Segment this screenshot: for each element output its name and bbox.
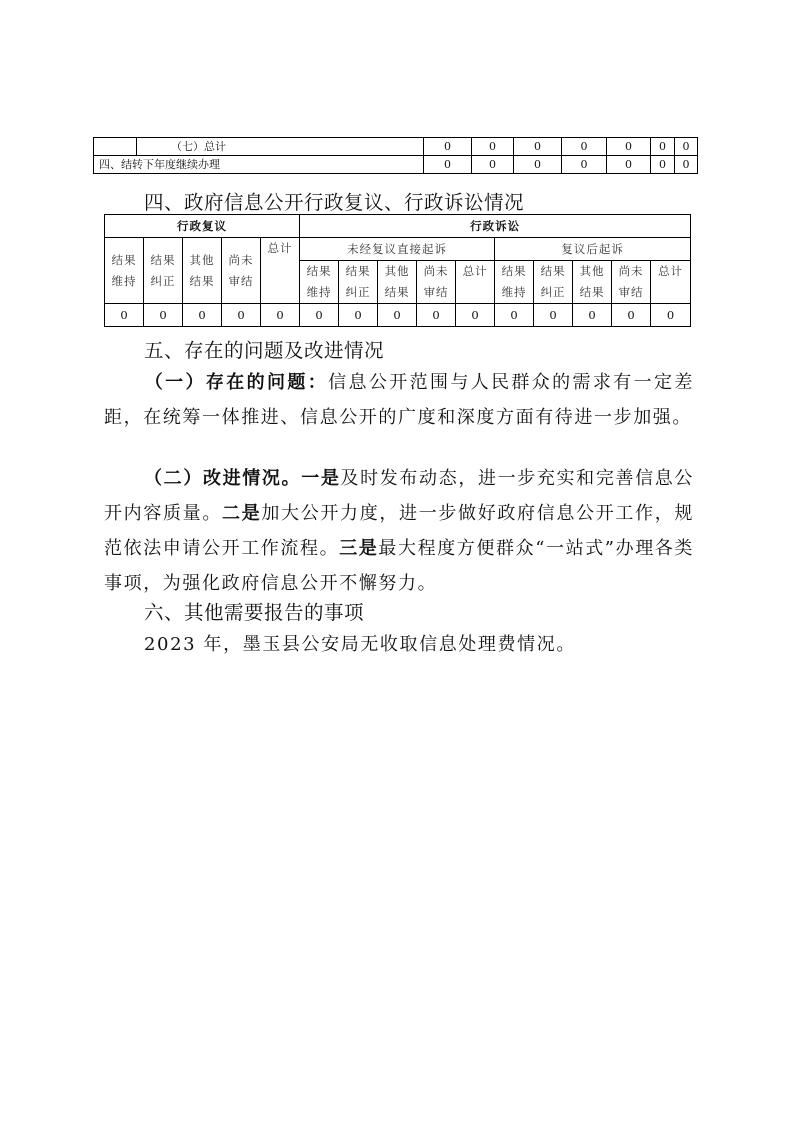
- table-cell: 0: [105, 304, 144, 327]
- direct-suit-header: 未经复议直接起诉: [300, 238, 495, 261]
- table-cell: 0: [651, 304, 691, 327]
- column-header: 结果 纠正: [339, 261, 378, 304]
- table-cell: 0: [472, 156, 514, 174]
- table-row: [105, 215, 691, 238]
- table-cell: 0: [472, 138, 514, 156]
- column-header: 结果 纠正: [144, 238, 183, 304]
- table-row: [105, 238, 691, 261]
- table-row: [105, 304, 691, 327]
- table-cell: 0: [607, 138, 651, 156]
- table-cell: 0: [573, 304, 612, 327]
- review-header: 行政复议: [105, 215, 300, 238]
- table-cell: 0: [675, 156, 698, 174]
- table-cell: 0: [607, 156, 651, 174]
- after-review-header: 复议后起诉: [495, 238, 691, 261]
- table-cell: 0: [514, 156, 562, 174]
- table-cell: 0: [495, 304, 534, 327]
- summary-table: [93, 137, 698, 174]
- table-cell: 0: [424, 138, 472, 156]
- table-cell: 0: [417, 304, 456, 327]
- table-cell: 0: [651, 138, 675, 156]
- column-header: 其他 结果: [183, 238, 222, 304]
- table-row: [94, 138, 698, 156]
- litigation-header: 行政诉讼: [300, 215, 691, 238]
- table-cell: 0: [514, 138, 562, 156]
- column-header: 结果 维持: [105, 238, 144, 304]
- paragraph-problems: （一）存在的问题：信息公开范围与人民群众的需求有一定差距，在统筹一体推进、信息公开的广度和深度方面有待进一步加强。: [104, 372, 694, 428]
- column-header: 尚未 审结: [417, 261, 456, 304]
- table-cell: 0: [562, 138, 607, 156]
- table-cell: 0: [144, 304, 183, 327]
- table-cell: 0: [651, 156, 675, 174]
- table-cell: 0: [562, 156, 607, 174]
- table-cell: 0: [534, 304, 573, 327]
- table-cell: 0: [612, 304, 651, 327]
- problems-heading: （一）存在的问题：: [144, 372, 329, 393]
- column-header: 总计: [456, 261, 495, 304]
- table-cell: 0: [261, 304, 300, 327]
- column-header: 其他 结果: [573, 261, 612, 304]
- paragraph-other: 2023 年，墨玉县公安局无收取信息处理费情况。: [144, 634, 576, 655]
- table-cell: 0: [456, 304, 495, 327]
- table-cell: 0: [424, 156, 472, 174]
- column-header: 结果 维持: [495, 261, 534, 304]
- column-header: 其他 结果: [378, 261, 417, 304]
- table-cell: 0: [222, 304, 261, 327]
- section-4-heading: 四、政府信息公开行政复议、行政诉讼情况: [144, 191, 525, 214]
- paragraph-improvements: （二）改进情况。一是及时发布动态，进一步充实和完善信息公开内容质量。二是加大公开力度，进一步做好政府信息公开工作，规范依法申请公开工作流程。三是最大程度方便群众“一站式”办理各类事项，为强化政府信息公开不懈努力。: [104, 468, 695, 594]
- improvements-heading: （二）改进情况。: [144, 468, 302, 489]
- column-header: 尚未 审结: [222, 238, 261, 304]
- column-header: 结果 纠正: [534, 261, 573, 304]
- section-6-heading: 六、其他需要报告的事项: [144, 601, 365, 624]
- row-label: （七）总计: [137, 138, 424, 156]
- table-cell: 0: [675, 138, 698, 156]
- table-cell: 0: [378, 304, 417, 327]
- column-header: 总计: [651, 261, 691, 304]
- table-cell: 0: [339, 304, 378, 327]
- column-header: 结果 维持: [300, 261, 339, 304]
- review-litigation-table: [104, 214, 691, 327]
- row-label: 四、结转下年度继续办理: [94, 156, 424, 174]
- column-header: 总计: [261, 238, 300, 304]
- section-5-heading: 五、存在的问题及改进情况: [144, 339, 385, 362]
- table-cell: 0: [183, 304, 222, 327]
- table-row: [94, 156, 698, 174]
- table-cell: 0: [300, 304, 339, 327]
- column-header: 尚未 审结: [612, 261, 651, 304]
